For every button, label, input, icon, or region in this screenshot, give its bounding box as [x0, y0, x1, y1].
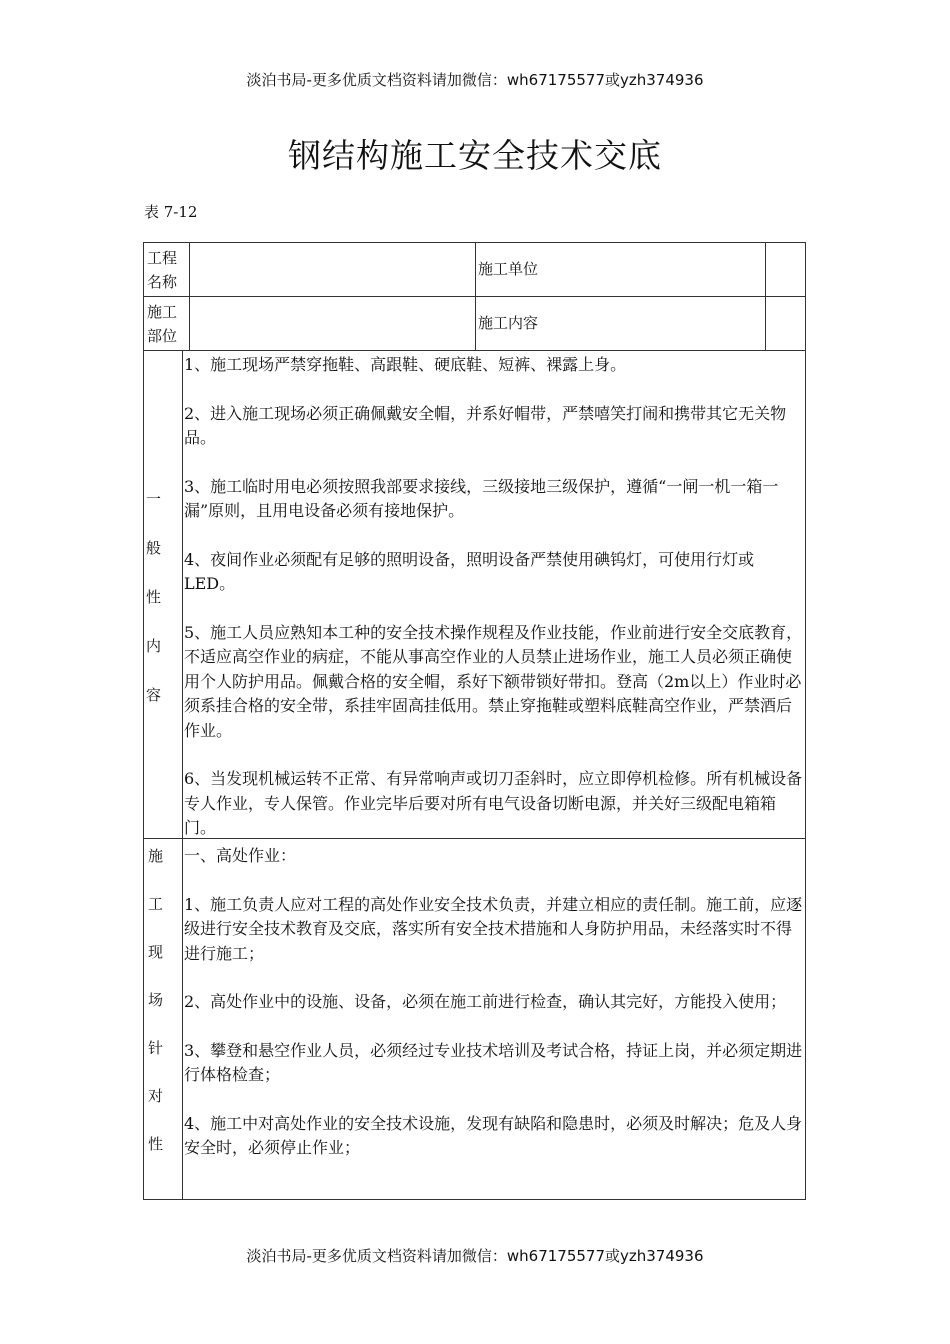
construction-content-label: 施工内容: [478, 314, 539, 332]
general-item: 6、当发现机械运转不正常、有异常响声或切刀歪斜时，应立即停机检修。所有机械设备专人作业，专人保管。作业完毕后要对所有电气设备切断电源，并关好三级配电箱箱门。: [184, 769, 803, 837]
specific-item: 3、攀登和悬空作业人员，必须经过专业技术培训及考试合格，持证上岗，并必须定期进行体格检查；: [184, 1040, 803, 1084]
general-item: 3、施工临时用电必须按照我部要求接线，三级接地三级保护，遵循“一闸一机一箱一漏”原则，且用电设备必须有接地保护。: [184, 476, 779, 520]
column-divider: [475, 243, 476, 350]
safety-briefing-table: [143, 242, 806, 1200]
specific-item: 4、施工中对高处作业的安全技术设施，发现有缺陷和隐患时，必须及时解决；危及人身安全时，必须停止作业；: [184, 1113, 803, 1157]
specific-item: 1、施工负责人应对工程的高处作业安全技术负责，并建立相应的责任制。施工前，应逐级进行安全技术教育及交底，落实所有安全技术措施和人身防护用品，未经落实时不得进行施工；: [184, 894, 803, 963]
general-item: 1、施工现场严禁穿拖鞋、高跟鞋、硬底鞋、短裤、裸露上身。: [184, 355, 627, 374]
project-name-label: 工程名称: [147, 249, 178, 291]
table-number: 表 7-12: [144, 203, 198, 221]
general-section-label: 一 般 性 内 容: [146, 490, 162, 704]
general-item: 5、施工人员应熟知本工种的安全技术操作规程及作业技能，作业前进行安全交底教育，不适应高空作业的病症，不能从事高空作业的人员禁止进场作业，施工人员必须正确使用个人防护用品。佩戴合格的安全帽，系好下额带锁好带扣。登高（2m以上）作业时必须系挂合格的安全带，系挂牢固高挂低用。禁止穿拖鞋或塑料底鞋高空作业，严禁酒后作业。: [184, 622, 803, 740]
section-heading: 一、高处作业：: [184, 846, 297, 865]
column-divider: [765, 243, 766, 350]
site-specific-section-label: 施 工 现 场 针 对 性: [148, 847, 164, 1153]
column-divider: [182, 350, 183, 1200]
construction-part-label: 施工部位: [147, 303, 178, 345]
construction-unit-label: 施工单位: [478, 260, 539, 278]
general-item: 2、进入施工现场必须正确佩戴安全帽，并系好帽带，严禁嘻笑打闹和携带其它无关物品。: [184, 403, 787, 447]
general-section-content: [184, 353, 804, 841]
specific-item: 2、高处作业中的设施、设备，必须在施工前进行检查，确认其完好，方能投入使用；: [184, 992, 787, 1011]
site-specific-section-content: [184, 844, 804, 1161]
row-divider: [144, 350, 805, 351]
watermark-header: 淡泊书局-更多优质文档资料请加微信：wh67175577或yzh374936: [246, 71, 704, 89]
general-item: 4、夜间作业必须配有足够的照明设备，照明设备严禁使用碘钨灯，可使用行灯或LED。: [184, 549, 755, 593]
column-divider: [189, 243, 190, 350]
page-title: 钢结构施工安全技术交底: [288, 136, 662, 175]
watermark-footer: 淡泊书局-更多优质文档资料请加微信：wh67175577或yzh374936: [246, 1247, 704, 1265]
